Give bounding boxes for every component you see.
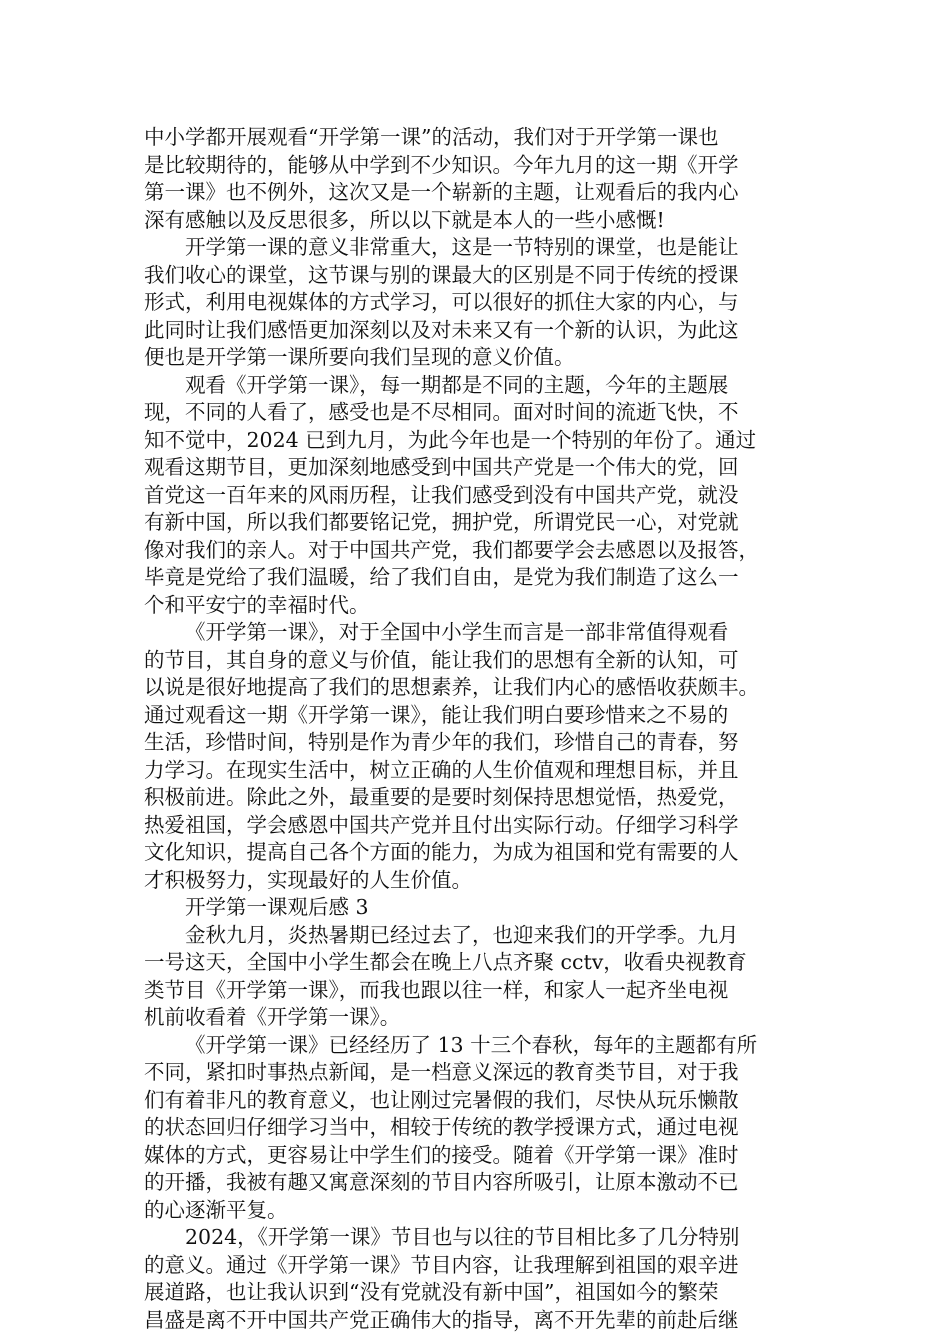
text-line: 首党这一百年来的风雨历程，让我们感受到没有中国共产党，就没 [144, 482, 739, 507]
text-line: 积极前进。除此之外，最重要的是要时刻保持思想觉悟，热爱党， [144, 785, 739, 809]
text-line: 媒体的方式，更容易让中学生们的接受。随着《开学第一课》准时 [144, 1142, 739, 1167]
text-line: 才积极努力，实现最好的人生价值。 [144, 867, 472, 892]
text-line: 《开学第一课》，对于全国中小学生而言是一部非常值得观看 [185, 620, 729, 644]
text-line: 不同，紧扣时事热点新闻，是一档意义深远的教育类节目，对于我 [144, 1060, 739, 1084]
text-line: 以说是很好地提高了我们的思想素养，让我们内心的感悟收获颇丰。 [144, 675, 759, 699]
text-line: 我们收心的课堂，这节课与别的课最大的区别是不同于传统的授课 [144, 262, 739, 287]
text-line: 展道路，也让我认识到“没有党就没有新中国”，祖国如今的繁荣 [144, 1280, 719, 1304]
document-body [144, 124, 812, 1334]
text-line: 开学第一课观后感 3 [185, 895, 369, 919]
text-line: 知不觉中，2024 已到九月，为此今年也是一个特别的年份了。通过 [144, 427, 757, 452]
text-line: 的意义。通过《开学第一课》节目内容，让我理解到祖国的艰辛进 [144, 1252, 739, 1277]
text-line: 此同时让我们感悟更加深刻以及对未来又有一个新的认识，为此这 [144, 317, 739, 342]
text-line: 是比较期待的，能够从中学到不少知识。今年九月的这一期《开学 [144, 152, 739, 177]
text-line: 的状态回归仔细学习当中，相较于传统的教学授课方式，通过电视 [144, 1115, 739, 1139]
text-line: 通过观看这一期《开学第一课》，能让我们明白要珍惜来之不易的 [144, 702, 729, 727]
text-line: 的节目，其自身的意义与价值，能让我们的思想有全新的认知，可 [144, 647, 739, 672]
text-line: 深有感触以及反思很多，所以以下就是本人的一些小感慨! [144, 207, 665, 232]
text-line: 生活，珍惜时间，特别是作为青少年的我们，珍惜自己的青春，努 [144, 730, 739, 754]
text-line: 观看《开学第一课》，每一期都是不同的主题，今年的主题展 [185, 372, 729, 397]
text-line: 2024，《开学第一课》节目也与以往的节目相比多了几分特别 [185, 1225, 740, 1249]
text-line: 有新中国，所以我们都要铭记党，拥护党，所谓党民一心，对党就 [144, 510, 739, 534]
text-line: 像对我们的亲人。对于中国共产党，我们都要学会去感恩以及报答， [144, 537, 759, 562]
text-line: 个和平安宁的幸福时代。 [144, 592, 370, 617]
text-line: 现，不同的人看了，感受也是不尽相同。面对时间的流逝飞快，不 [144, 400, 739, 424]
text-line: 类节目《开学第一课》，而我也跟以往一样，和家人一起齐坐电视 [144, 977, 729, 1002]
text-line: 毕竟是党给了我们温暖，给了我们自由，是党为我们制造了这么一 [144, 565, 739, 589]
text-line: 中小学都开展观看“开学第一课”的活动，我们对于开学第一课也 [144, 125, 719, 149]
text-line: 《开学第一课》已经经历了 13 十三个春秋，每年的主题都有所 [185, 1032, 758, 1057]
text-line: 金秋九月，炎热暑期已经过去了，也迎来我们的开学季。九月 [185, 922, 739, 947]
text-line: 的心逐渐平复。 [144, 1197, 288, 1222]
text-line: 观看这期节目，更加深刻地感受到中国共产党是一个伟大的党，回 [144, 455, 739, 479]
text-line: 机前收看着《开学第一课》。 [144, 1005, 401, 1029]
text-line: 的开播，我被有趣又寓意深刻的节目内容所吸引，让原本激动不已 [144, 1170, 739, 1194]
text-line: 力学习。在现实生活中，树立正确的人生价值观和理想目标，并且 [144, 757, 739, 782]
text-line: 一号这天，全国中小学生都会在晚上八点齐聚 cctv，收看央视教育 [144, 950, 747, 974]
text-line: 便也是开学第一课所要向我们呈现的意义价值。 [144, 345, 575, 369]
text-line: 昌盛是离不开中国共产党正确伟大的指导，离不开先辈的前赴后继 [144, 1307, 739, 1332]
text-line: 开学第一课的意义非常重大，这是一节特别的课堂，也是能让 [185, 235, 739, 259]
text-line: 文化知识，提高自己各个方面的能力，为成为祖国和党有需要的人 [144, 840, 739, 864]
text-line: 形式，利用电视媒体的方式学习，可以很好的抓住大家的内心，与 [144, 290, 739, 314]
text-line: 第一课》也不例外，这次又是一个崭新的主题，让观看后的我内心 [144, 180, 739, 204]
text-line: 热爱祖国，学会感恩中国共产党并且付出实际行动。仔细学习科学 [144, 812, 739, 837]
text-line: 们有着非凡的教育意义，也让刚过完暑假的我们，尽快从玩乐懒散 [144, 1087, 739, 1112]
